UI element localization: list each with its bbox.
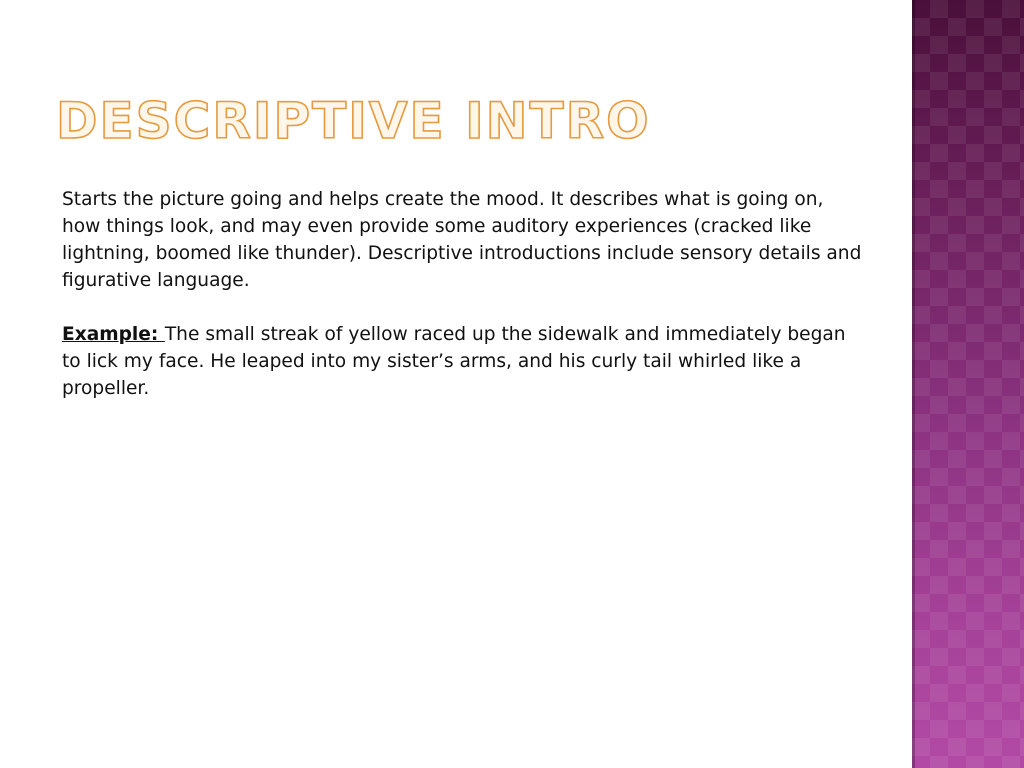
example-paragraph	[62, 321, 862, 402]
slide-title: DESCRIPTIVE INTRO	[56, 92, 651, 150]
description-paragraph: Starts the picture going and helps create the mood. It describes what is going on, how things look, and may even provide some auditory experiences (cracked like lightning, boomed like thunder). Descriptive introductions include sensory details and figurative language.	[62, 189, 862, 291]
decorative-side-band	[912, 0, 1024, 768]
slide-body	[62, 186, 862, 402]
example-label: Example:	[62, 324, 165, 345]
example-text: The small streak of yellow raced up the sidewalk and immediately began to lick my face. He leaped into my sister’s arms, and his curly tail whirled like a propeller.	[62, 324, 846, 399]
